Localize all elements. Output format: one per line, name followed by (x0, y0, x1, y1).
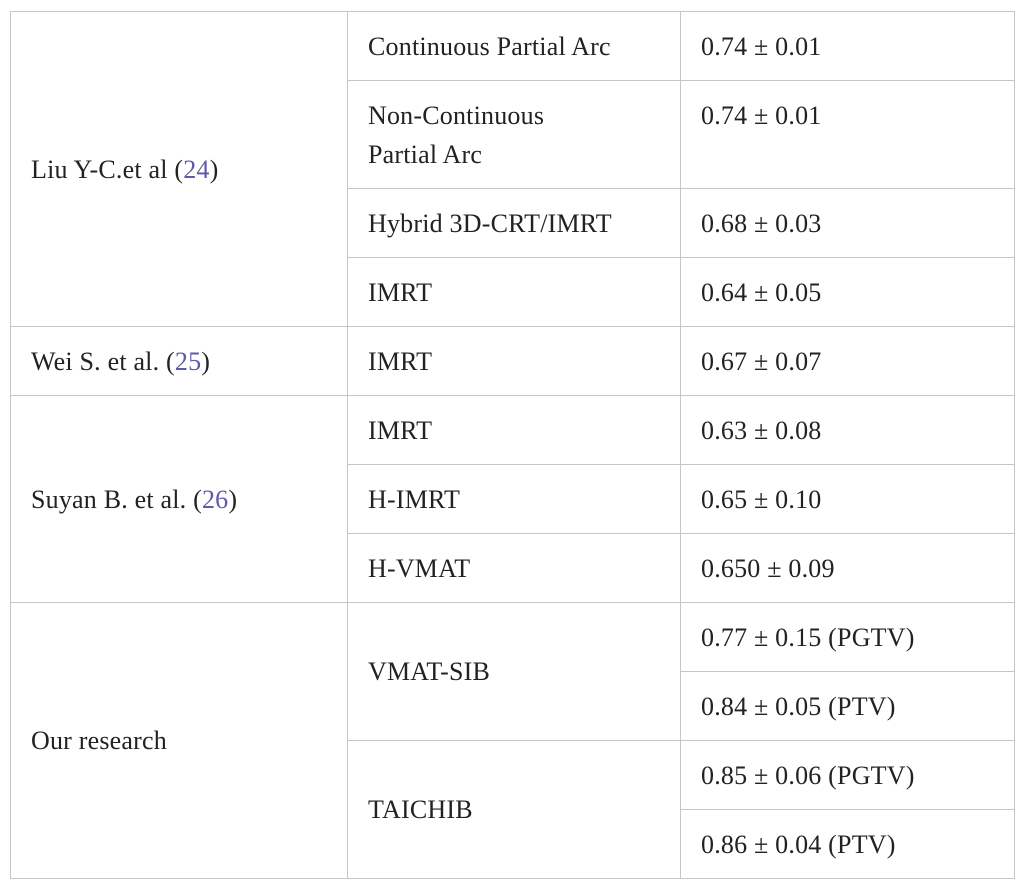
value-cell: 0.86 ± 0.04 (PTV) (681, 810, 1015, 879)
value-cell: 0.67 ± 0.07 (681, 327, 1015, 396)
technique-cell: TAICHIB (348, 741, 681, 879)
technique-line: Partial Arc (368, 140, 483, 169)
technique-cell (348, 81, 681, 189)
reference-link[interactable]: 24 (183, 154, 210, 184)
table-row (11, 396, 1015, 465)
value-cell: 0.64 ± 0.05 (681, 258, 1015, 327)
technique-cell: VMAT-SIB (348, 603, 681, 741)
study-cell: Liu Y-C.et al (24) (11, 12, 348, 327)
study-cell: Wei S. et al. (25) (11, 327, 348, 396)
value-cell: 0.74 ± 0.01 (681, 12, 1015, 81)
value-cell: 0.65 ± 0.10 (681, 465, 1015, 534)
table-row (11, 327, 1015, 396)
comparison-table-container (10, 11, 1015, 879)
table-row (11, 12, 1015, 81)
value-cell: 0.74 ± 0.01 (681, 81, 1015, 189)
reference-link[interactable]: 26 (201, 484, 229, 514)
value-cell: 0.63 ± 0.08 (681, 396, 1015, 465)
value-cell: 0.77 ± 0.15 (PGTV) (681, 603, 1015, 672)
reference-link[interactable]: 25 (174, 346, 202, 376)
technique-line: Non-Continuous (368, 101, 545, 130)
technique-cell: H-IMRT (348, 465, 681, 534)
technique-cell: IMRT (348, 327, 681, 396)
technique-cell: Continuous Partial Arc (348, 12, 681, 81)
study-name: Suyan B. et al. (31, 484, 187, 514)
comparison-table (10, 11, 1015, 879)
study-cell: Suyan B. et al. (26) (11, 396, 348, 603)
table-row (11, 603, 1015, 672)
technique-cell: IMRT (348, 258, 681, 327)
value-cell: 0.650 ± 0.09 (681, 534, 1015, 603)
value-cell: 0.68 ± 0.03 (681, 189, 1015, 258)
study-cell: Our research (11, 603, 348, 879)
value-cell: 0.84 ± 0.05 (PTV) (681, 672, 1015, 741)
study-name: Liu Y-C.et al (31, 154, 168, 184)
technique-cell: IMRT (348, 396, 681, 465)
value-cell: 0.85 ± 0.06 (PGTV) (681, 741, 1015, 810)
study-name: Wei S. et al. (31, 346, 160, 376)
technique-cell: Hybrid 3D-CRT/IMRT (348, 189, 681, 258)
technique-cell: H-VMAT (348, 534, 681, 603)
